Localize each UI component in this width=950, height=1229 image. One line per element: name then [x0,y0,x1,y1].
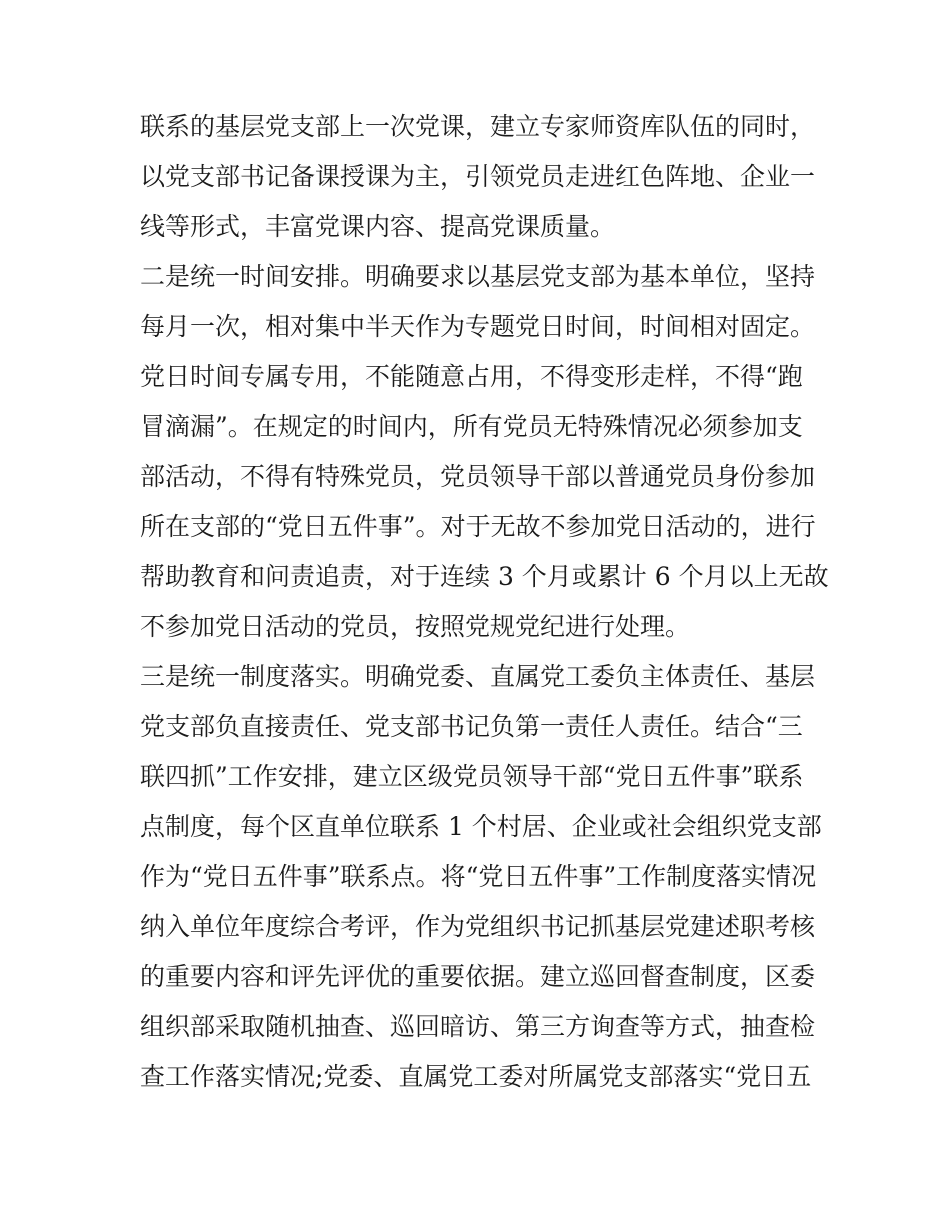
body-text [140,102,829,1102]
text-line-1: 联系的基层党支部上一次党课，建立专家师资库队伍的同时， [140,112,816,141]
text-line-12: 三是统一制度落实。明确党委、直属党工委负主体责任、基层 [140,662,816,691]
text-line-15: 点制度，每个区直单位联系 1 个村居、企业或社会组织党支部 [140,812,822,841]
text-line-18: 的重要内容和评先评优的重要依据。建立巡回督查制度，区委 [140,962,816,991]
text-line-14: 联四抓”工作安排，建立区级党员领导干部“党日五件事”联系 [140,762,804,791]
text-line-9: 所在支部的“党日五件事”。对于无故不参加党日活动的，进行 [140,512,816,541]
text-line-7: 冒滴漏”。在规定的时间内，所有党员无特殊情况必须参加支 [140,412,803,441]
text-line-11: 不参加党日活动的党员，按照党规党纪进行处理。 [140,612,691,641]
text-line-19: 组织部采取随机抽查、巡回暗访、第三方询查等方式，抽查检 [140,1012,816,1041]
text-line-10: 帮助教育和问责追责，对于连续 3 个月或累计 6 个月以上无故 [140,562,829,591]
text-line-8: 部活动，不得有特殊党员，党员领导干部以普通党员身份参加 [140,462,816,491]
text-line-3: 线等形式，丰富党课内容、提高党课质量。 [140,212,616,241]
text-line-2: 以党支部书记备课授课为主，引领党员走进红色阵地、企业一 [140,162,816,191]
text-line-5: 每月一次，相对集中半天作为专题党日时间，时间相对固定。 [140,312,816,341]
text-line-6: 党日时间专属专用，不能随意占用，不得变形走样，不得“跑 [140,362,803,391]
text-line-20: 查工作落实情况;党委、直属党工委对所属党支部落实“党日五 [140,1062,812,1091]
text-line-13: 党支部负直接责任、党支部书记负第一责任人责任。结合“三 [140,712,803,741]
text-line-17: 纳入单位年度综合考评，作为党组织书记抓基层党建述职考核 [140,912,816,941]
text-line-16: 作为“党日五件事”联系点。将“党日五件事”工作制度落实情况 [140,862,817,891]
text-line-4: 二是统一时间安排。明确要求以基层党支部为基本单位，坚持 [140,262,816,291]
